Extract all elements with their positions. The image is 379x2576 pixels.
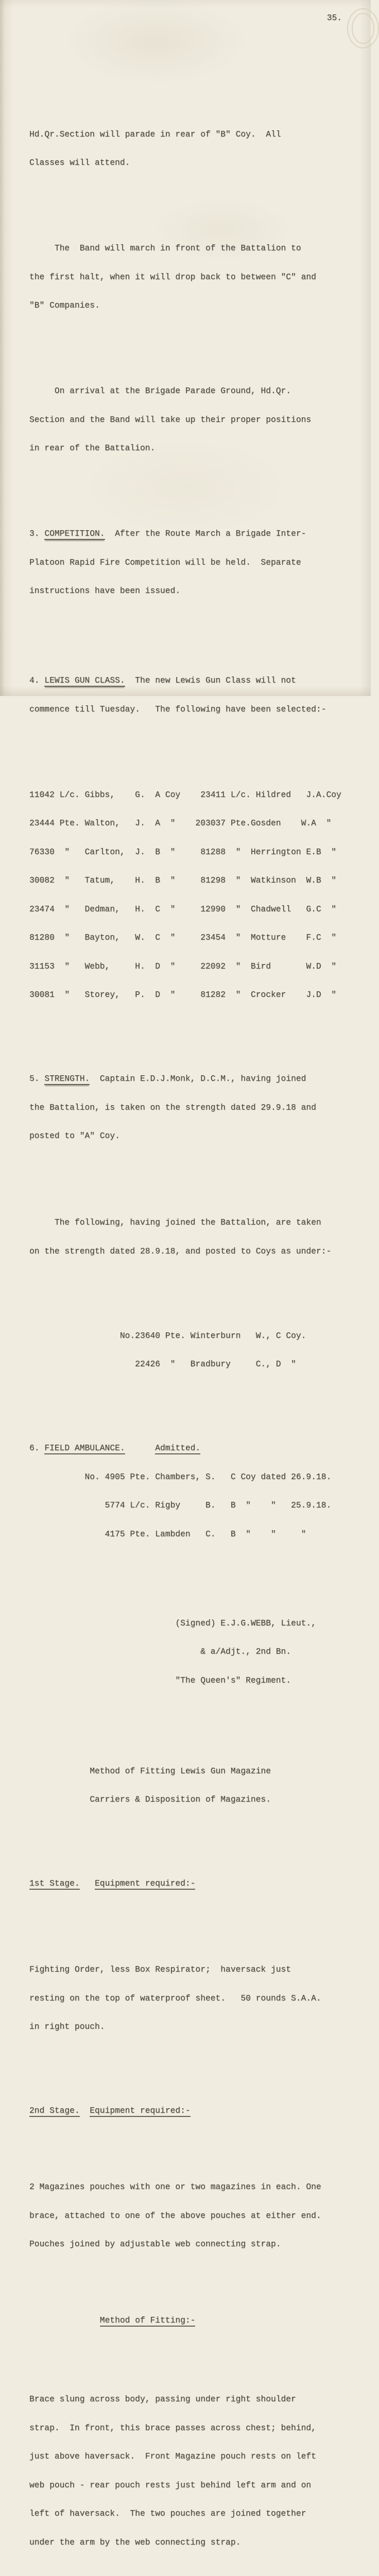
section-title: LEWIS GUN CLASS. <box>44 675 125 687</box>
text-line: just above haversack. Front Magazine pouch rests on left <box>29 2451 316 2461</box>
text-line: strap. In front, this brace passes across chest; behind, <box>29 2422 316 2433</box>
posting-row: No.23640 Pte. Winterburn W., C Coy. <box>29 1330 306 1341</box>
section-number: 3. <box>29 529 45 538</box>
text-line: under the arm by the web connecting strap. <box>29 2537 241 2547</box>
text-line: web pouch - rear pouch rests just behind left arm and on <box>29 2480 312 2490</box>
signature-block <box>29 1600 361 1705</box>
embossed-seal-icon <box>347 8 379 48</box>
section-6-field-ambulance <box>29 1425 361 1558</box>
table-row: 31153 " Webb, H. D " 22092 " Bird W.D " <box>29 961 336 971</box>
stage-1-body <box>29 1946 361 2051</box>
text-line: Classes will attend. <box>29 158 130 167</box>
posting-row: 22426 " Bradbury C., D " <box>29 1359 296 1369</box>
heading-separator <box>80 1878 95 1888</box>
section-heading-line <box>29 1444 361 1453</box>
heading-indent <box>29 2315 100 2325</box>
method-title: Method of Fitting:- <box>100 2315 196 2327</box>
text-line: Pouches joined by adjustable web connecting strap. <box>29 2239 281 2249</box>
section-heading-line <box>29 2316 361 2326</box>
text-line: brace, attached to one of the above pouches at either end. <box>29 2210 321 2221</box>
section-text: The new Lewis Gun Class will not <box>125 675 296 685</box>
text-line: the first halt, when it will drop back to between "C" and <box>29 272 316 282</box>
page-number: 35. <box>326 13 342 23</box>
text-line: Section and the Band will take up their proper positions <box>29 414 312 425</box>
paragraph-band-march <box>29 225 361 330</box>
stage-subtitle: Equipment required:- <box>90 2106 190 2117</box>
section-number: 5. <box>29 1074 45 1083</box>
paragraph-brigade-parade-ground <box>29 367 361 472</box>
heading-separator <box>125 1443 156 1453</box>
method-of-fitting-body <box>29 2376 361 2566</box>
stage-title: 1st Stage. <box>29 1878 80 1890</box>
postings-list <box>29 1312 361 1388</box>
lewis-gun-class-table <box>29 771 361 1019</box>
text-line: the Battalion, is taken on the strength dated 29.9.18 and <box>29 1102 316 1112</box>
text-line: posted to "A" Coy. <box>29 1131 120 1141</box>
section-text: Captain E.D.J.Monk, D.C.M., having joined <box>90 1074 306 1083</box>
stage-title: 2nd Stage. <box>29 2106 80 2117</box>
admitted-row: 5774 L/c. Rigby B. B " " 25.9.18. <box>29 1500 332 1510</box>
section-text: After the Route March a Brigade Inter- <box>105 529 306 538</box>
title-line: Method of Fitting Lewis Gun Magazine <box>29 1766 271 1776</box>
section-title: COMPETITION. <box>44 529 105 540</box>
table-row: 11042 L/c. Gibbs, G. A Coy 23411 L/c. Hildred J.A.Coy <box>29 789 341 800</box>
section-subtitle: Admitted. <box>155 1443 200 1454</box>
section-heading-line <box>29 2106 361 2116</box>
section-number: 4. <box>29 675 45 685</box>
signature-line: (Signed) E.J.G.WEBB, Lieut., <box>29 1618 316 1628</box>
text-line: in right pouch. <box>29 2022 105 2031</box>
text-line: The following, having joined the Battalion, are taken <box>29 1217 321 1227</box>
stage-2-heading <box>29 2087 361 2135</box>
text-line: Fighting Order, less Box Respirator; haversack just <box>29 1964 291 1974</box>
text-line: On arrival at the Brigade Parade Ground, Hd.Qr. <box>29 386 291 396</box>
text-line: "B" Companies. <box>29 300 100 310</box>
table-row: 23444 Pte. Walton, J. A " 203037 Pte.Gosden W.A " <box>29 818 332 828</box>
text-line: Brace slung across body, passing under right shoulder <box>29 2394 296 2404</box>
embossed-seal-inner-ring <box>352 13 374 44</box>
section-number: 6. <box>29 1443 45 1453</box>
paragraph-hdqr-section <box>29 111 361 187</box>
table-row: 30081 " Storey, P. D " 81282 " Crocker J.D " <box>29 990 336 999</box>
section-5-strength <box>29 1055 361 1160</box>
section-heading-line <box>29 1879 361 1889</box>
text-line: left of haversack. The two pouches are joined together <box>29 2509 306 2518</box>
signature-line: & a/Adjt., 2nd Bn. <box>29 1647 291 1656</box>
text-line: instructions have been issued. <box>29 586 181 596</box>
stage-1-heading <box>29 1860 361 1908</box>
heading-separator <box>80 2106 90 2115</box>
stage-2-body <box>29 2163 361 2268</box>
table-row: 30082 " Tatum, H. B " 81298 " Watkinson W.B " <box>29 875 336 885</box>
table-row: 23474 " Dedman, H. C " 12990 " Chadwell G.C " <box>29 904 336 914</box>
text-line: commence till Tuesday. The following have been selected:- <box>29 704 326 714</box>
text-line: resting on the top of waterproof sheet. 50 rounds S.A.A. <box>29 1993 321 2003</box>
table-row: 81280 " Bayton, W. C " 23454 " Motture F.C " <box>29 933 336 942</box>
section-title: FIELD AMBULANCE. <box>44 1443 125 1454</box>
table-row: 76330 " Carlton, J. B " 81288 " Herrington E.B " <box>29 846 336 857</box>
section-heading-line <box>29 529 361 539</box>
text-line: on the strength dated 28.9.18, and posted to Coys as under:- <box>29 1246 332 1256</box>
stage-subtitle: Equipment required:- <box>95 1878 195 1890</box>
text-line: Platoon Rapid Fire Competition will be held. Separate <box>29 557 301 567</box>
admitted-row: No. 4905 Pte. Chambers, S. C Coy dated 26.9.18. <box>29 1471 332 1482</box>
text-line: in rear of the Battalion. <box>29 443 156 453</box>
section-3-competition <box>29 510 361 615</box>
admitted-row: 4175 Pte. Lambden C. B " " " <box>29 1529 306 1539</box>
signature-line: "The Queen's" Regiment. <box>29 1675 291 1685</box>
method-of-fitting-heading <box>29 2297 361 2345</box>
title-line: Carriers & Disposition of Magazines. <box>29 1794 271 1804</box>
paragraph-strength-following <box>29 1199 361 1275</box>
text-line: 2 Magazines pouches with one or two magazines in each. One <box>29 2182 321 2192</box>
section-heading-line <box>29 1074 361 1084</box>
section-4-lewis-gun-class <box>29 657 361 733</box>
text-line: Hd.Qr.Section will parade in rear of "B" Coy. All <box>29 129 281 139</box>
section-heading-line <box>29 676 361 686</box>
text-line: The Band will march in front of the Battalion to <box>29 243 301 253</box>
appendix-title <box>29 1748 361 1824</box>
section-title: STRENGTH. <box>44 1074 90 1085</box>
